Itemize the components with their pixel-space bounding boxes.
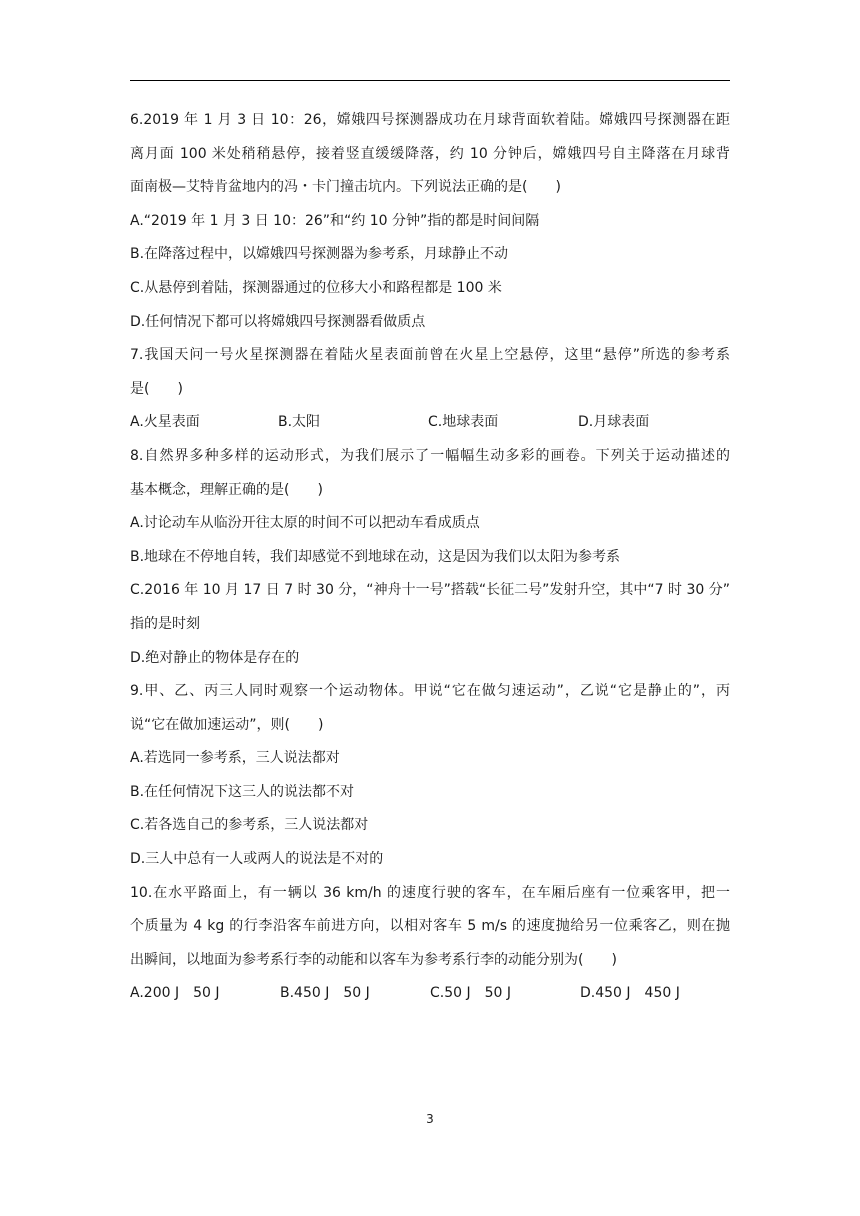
question-stem-line: 是( ): [130, 380, 183, 397]
question-stem-line: 7.我国天问一号火星探测器在着陆火星表面前曾在火星上空悬停，这里“悬停”所选的参考系: [130, 347, 730, 364]
question-stem-line: 10.在水平路面上，有一辆以 36 km/h 的速度行驶的客车，在车厢后座有一位乘客甲，把一: [130, 884, 730, 901]
option-d: D.任何情况下都可以将嫦娥四号探测器看做质点: [130, 313, 426, 330]
question-stem-line: 8.自然界多种多样的运动形式，为我们展示了一幅幅生动多彩的画卷。下列关于运动描述的: [130, 447, 730, 464]
option-d: D.月球表面: [578, 414, 650, 431]
question-stem-line: 离月面 100 米处稍稍悬停，接着竖直缓缓降落，约 10 分钟后，嫦娥四号自主降落在月球背: [130, 145, 730, 162]
option-c: C.2016 年 10 月 17 日 7 时 30 分，“神舟十一号”搭载“长征二号”发射升空，其中“7 时 30 分”: [130, 582, 730, 599]
options-row: [130, 406, 730, 440]
page-content: [130, 104, 730, 1011]
option-a: A.200 J 50 J: [130, 985, 220, 1002]
question-stem-line: 面南极—艾特肯盆地内的冯・卡门撞击坑内。下列说法正确的是( ): [130, 179, 561, 196]
question-9: [130, 675, 730, 877]
question-10: [130, 877, 730, 1011]
header-rule: [130, 80, 730, 81]
question-8: [130, 440, 730, 675]
question-stem-line: 出瞬间，以地面为参考系行李的动能和以客车为参考系行李的动能分别为( ): [130, 951, 617, 968]
option-a: A.讨论动车从临汾开往太原的时间不可以把动车看成质点: [130, 515, 480, 532]
option-a: A.“2019 年 1 月 3 日 10：26”和“约 10 分钟”指的都是时间间隔: [130, 212, 540, 229]
option-b: B.太阳: [278, 414, 321, 431]
option-d: D.三人中总有一人或两人的说法是不对的: [130, 851, 384, 868]
question-stem-line: 基本概念，理解正确的是( ): [130, 481, 323, 498]
option-b: B.450 J 50 J: [280, 985, 370, 1002]
question-7: [130, 339, 730, 440]
question-stem-line: 说“它在做加速运动”，则( ): [130, 716, 324, 733]
question-6: [130, 104, 730, 339]
question-stem-line: 6.2019 年 1 月 3 日 10：26，嫦娥四号探测器成功在月球背面软着陆。嫦娥四号探测器在距: [130, 112, 730, 128]
options-row: [130, 977, 730, 1011]
option-c-continued: 指的是时刻: [130, 615, 200, 632]
option-c: C.地球表面: [428, 414, 499, 431]
option-a: A.火星表面: [130, 414, 200, 431]
option-d: D.绝对静止的物体是存在的: [130, 649, 300, 666]
option-c: C.50 J 50 J: [430, 985, 512, 1002]
option-c: C.若各选自己的参考系，三人说法都对: [130, 817, 369, 834]
question-stem-line: 9.甲、乙、丙三人同时观察一个运动物体。甲说“它在做匀速运动”，乙说“它是静止的”，丙: [130, 683, 730, 700]
option-b: B.在降落过程中，以嫦娥四号探测器为参考系，月球静止不动: [130, 246, 509, 263]
option-b: B.在任何情况下这三人的说法都不对: [130, 783, 355, 800]
option-c: C.从悬停到着陆，探测器通过的位移大小和路程都是 100 米: [130, 279, 502, 296]
question-stem-line: 个质量为 4 kg 的行李沿客车前进方向，以相对客车 5 m/s 的速度抛给另一位乘客乙，则在抛: [130, 918, 730, 935]
option-b: B.地球在不停地自转，我们却感觉不到地球在动，这是因为我们以太阳为参考系: [130, 548, 621, 565]
page-number: 3: [426, 1112, 434, 1126]
option-a: A.若选同一参考系，三人说法都对: [130, 750, 340, 767]
option-d: D.450 J 450 J: [580, 985, 680, 1002]
